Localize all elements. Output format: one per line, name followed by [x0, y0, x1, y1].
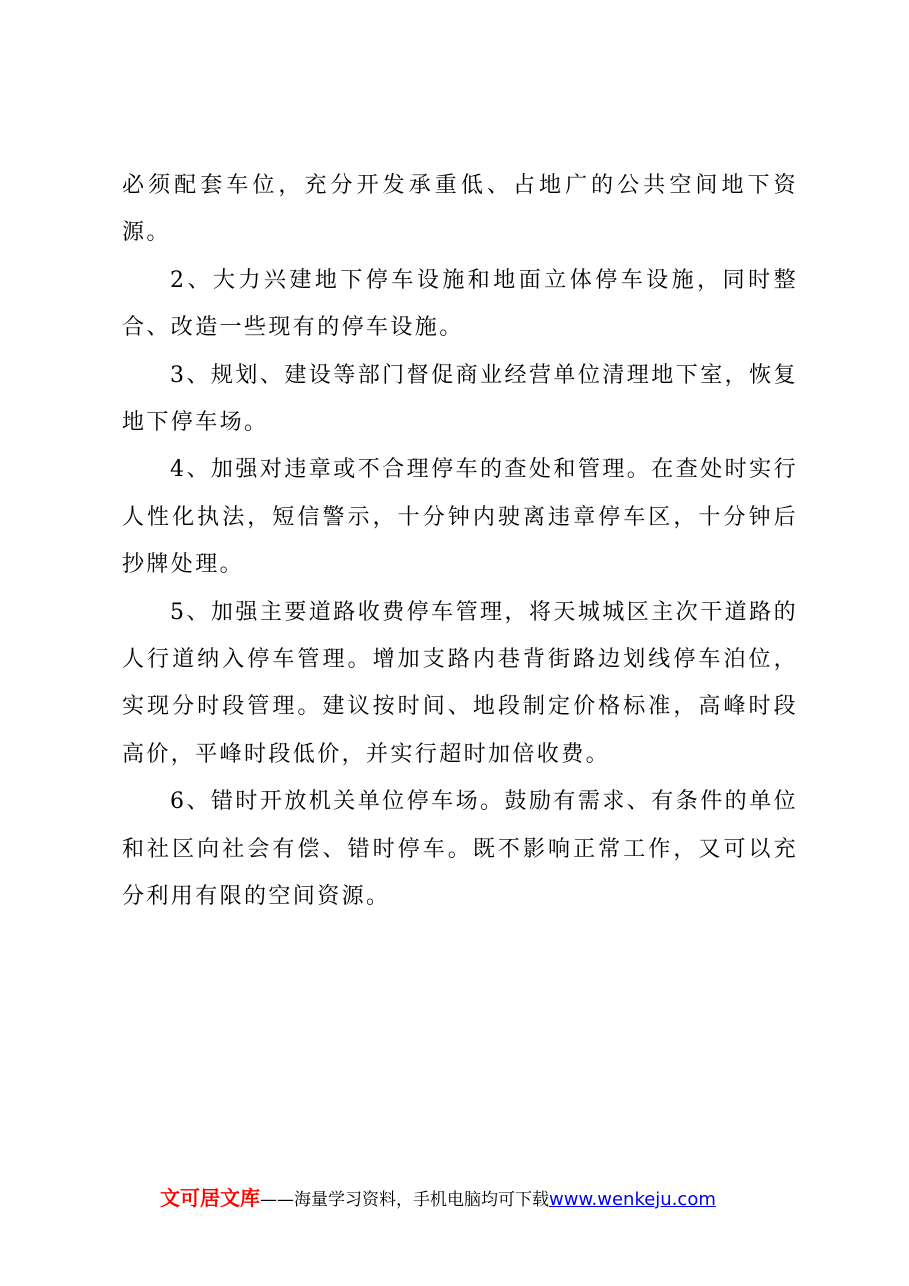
paragraph-item-4: 4、加强对违章或不合理停车的查处和管理。在查处时实行人性化执法，短信警示，十分钟内驶离违章停车区，十分钟后抄牌处理。 [122, 457, 798, 578]
page-footer [160, 1183, 860, 1213]
footer-brand: 文可居文库 [160, 1186, 260, 1210]
footer-tagline: ——海量学习资料，手机电脑均可下载 [260, 1190, 549, 1210]
footer-site-link[interactable]: www.wenkeju.com [549, 1189, 716, 1210]
document-body [122, 162, 798, 921]
paragraph-item-3: 3、规划、建设等部门督促商业经营单位清理地下室，恢复地下停车场。 [122, 362, 798, 436]
paragraph-item-6: 6、错时开放机关单位停车场。鼓励有需求、有条件的单位和社区向社会有偿、错时停车。既不影响正常工作，又可以充分利用有限的空间资源。 [122, 789, 798, 910]
paragraph-item-2: 2、大力兴建地下停车设施和地面立体停车设施，同时整合、改造一些现有的停车设施。 [122, 267, 798, 341]
paragraph-item-5: 5、加强主要道路收费停车管理，将天城城区主次干道路的人行道纳入停车管理。增加支路内巷背街路边划线停车泊位，实现分时段管理。建议按时间、地段制定价格标准，高峰时段高价，平峰时段低价，并实行超时加倍收费。 [122, 599, 798, 767]
paragraph-continuation: 必须配套车位，充分开发承重低、占地广的公共空间地下资源。 [122, 173, 798, 246]
